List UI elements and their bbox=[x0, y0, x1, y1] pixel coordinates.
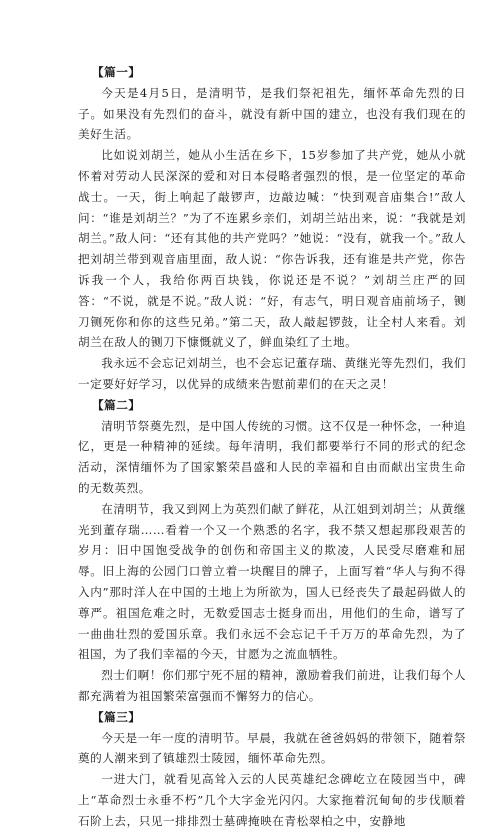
paragraph: 烈士们啊！你们那宁死不屈的精神，激励着我们前进，让我们每个人都充满着为祖国繁荣富强而不懈努力的信心。 bbox=[78, 668, 466, 703]
section-1 bbox=[78, 62, 466, 395]
section-2 bbox=[78, 395, 466, 707]
paragraph: 今天是一年一度的清明节。早晨，我就在爸爸妈妈的带领下，随着祭奠的人潮来到了镇雄烈士陵园，缅怀革命先烈。 bbox=[78, 730, 466, 766]
paragraph: 在清明节，我又到网上为英烈们献了鲜花，从江姐到刘胡兰；从黄继光到董存瑞……看着一个又一个熟悉的名字，我不禁又想起那段艰苦的岁月：旧中国饱受战争的创伤和帝国主义的欺凌，人民受尽磨难和屈辱。旧上海的公园门口曾立着一块醒目的牌子，上面写着“华人与狗不得入内”那时洋人在中国的土地上为所欲为，国人已经丧失了最起码做人的尊严。祖国危难之时，无数爱国志士挺身而出，用他们的生命，谱写了一曲曲壮烈的爱国乐章。我们永远不会忘记千千万万的革命先烈，为了祖国，为了我们幸福的今天，甘愿为之流血牺牲。 bbox=[78, 501, 466, 662]
paragraph: 清明节祭奠先烈，是中国人传统的习惯。这不仅是一种怀念，一种追忆，更是一种精神的延续。每年清明，我们都要举行不同的形式的纪念活动，深情缅怀为了国家繁荣昌盛和人民的幸福和自由而献出宝贵生命的无数英烈。 bbox=[78, 418, 466, 495]
paragraph: 今天是4月5日，是清明节，是我们祭祀祖先，缅怀革命先烈的日子。如果没有先烈们的奋斗，就没有新中国的建立，也没有我们现在的美好生活。 bbox=[78, 85, 466, 142]
paragraph: 比如说刘胡兰，她从小生活在乡下，15岁参加了共产党，她从小就怀着对劳动人民深深的爱和对日本侵略者强烈的恨，是一位坚定的革命战士。一天，街上响起了敲锣声，边敲边喊：“快到观音庙集合!”敌人问：“谁是刘胡兰？”为了不连累乡亲们，刘胡兰站出来，说：“我就是刘胡兰。”敌人问：“还有其他的共产党吗？”她说：“没有，就我一个。”敌人把刘胡兰带到观音庙里面，敌人说：“你告诉我，还有谁是共产党，你告诉我一个人，我给你两百块钱，你说还是不说？”刘胡兰庄严的回答：“不说，就是不说。”敌人说：“好，有志气，明日观音庙前场子，铡刀铡死你和你的这些兄弟。”第二天，敌人敲起锣鼓，让全村人来看。刘胡兰在敌人的铡刀下慷慨就义了，鲜血染红了土地。 bbox=[78, 148, 466, 350]
section-3 bbox=[78, 707, 466, 831]
section-heading: 【篇一】 bbox=[92, 65, 141, 79]
paragraph: 一进大门，就看见高耸入云的人民英雄纪念碑屹立在陵园当中，碑上“革命烈士永垂不朽”几个大字金光闪闪。大家拖着沉甸甸的步伐顺着石阶上去，只见一排排烈士墓碑掩映在青松翠柏之中，安静地 bbox=[78, 772, 466, 828]
paragraph: 我永远不会忘记刘胡兰，也不会忘记董存瑞、黄继光等先烈们，我们一定要好好学习，以优异的成绩来告慰前辈们的在天之灵！ bbox=[78, 356, 466, 391]
section-heading: 【篇三】 bbox=[92, 709, 141, 724]
section-heading: 【篇二】 bbox=[92, 397, 141, 412]
